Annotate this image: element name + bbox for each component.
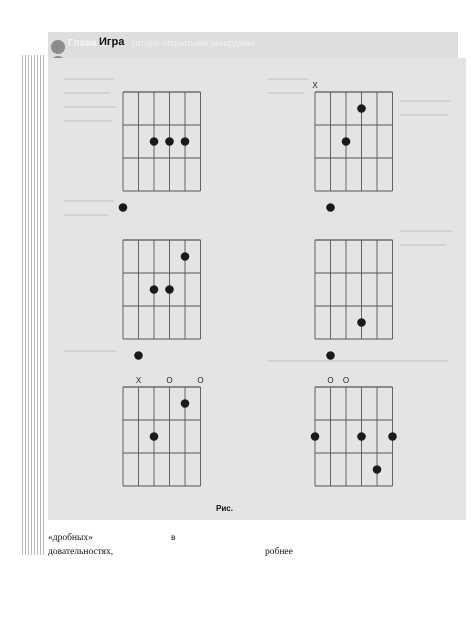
body-text-word: довательностях, [48,547,114,557]
body-text-word: в [171,533,176,543]
body-text-word: «дробных» [48,533,93,543]
chord-grid-svg [107,226,222,345]
faded-text-line [64,350,116,352]
chord-diagram-middle-left [107,226,222,345]
open-string-marker: O [197,376,204,385]
open-string-marker: O [342,376,350,385]
finger-position-dot [134,351,143,360]
faded-text-line [64,92,110,94]
finger-position-dot [388,432,397,441]
chapter-title-tail: гитаре открытыми аккордами [132,38,255,48]
chapter-number: Глава 1. [68,38,108,49]
chord-diagram-bottom-left [107,373,222,492]
muted-string-marker: X [312,81,318,90]
chord-grid-svg [299,373,414,492]
chord-diagram-bottom-right [299,373,414,492]
finger-position-dot [357,318,366,327]
finger-position-dot [119,203,128,212]
finger-position-dot [373,465,382,474]
finger-position-dot [181,137,190,146]
chapter-title: Игра [99,36,125,48]
chord-diagram-middle-right [299,226,414,345]
finger-position-dot [165,285,174,294]
open-string-marker: O [166,376,173,385]
figure-caption-label: Рис. [216,504,233,513]
page-margin-lines [22,55,44,555]
chord-diagram-top-left [107,78,222,197]
faded-text-line [64,120,112,122]
finger-position-dot [357,104,366,113]
chord-grid-svg [299,78,414,197]
chord-grid-svg [107,78,222,197]
finger-position-dot [342,137,351,146]
finger-position-dot [181,399,190,408]
finger-position-dot [150,285,159,294]
faded-text-line [64,200,114,202]
open-string-marker: O [327,376,334,385]
chord-grid-svg [107,373,222,492]
finger-position-dot [326,351,335,360]
finger-position-dot [181,252,190,261]
bullet-dot [51,40,65,54]
faded-text-line [64,214,108,216]
finger-position-dot [311,432,320,441]
chord-grid-svg [299,226,414,345]
finger-position-dot [326,203,335,212]
faded-text-line [268,360,448,362]
muted-string-marker: X [135,376,142,385]
chord-diagram-top-right [299,78,414,197]
finger-position-dot [357,432,366,441]
body-text-word: робнее [265,547,293,557]
finger-position-dot [165,137,174,146]
finger-position-dot [150,432,159,441]
finger-position-dot [150,137,159,146]
